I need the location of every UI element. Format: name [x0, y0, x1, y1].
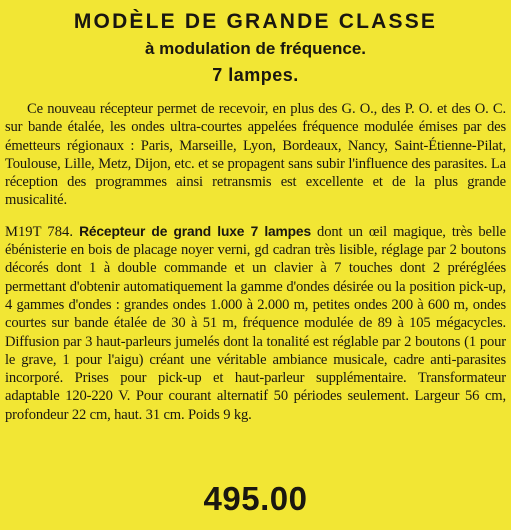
product-headline: Récepteur de grand luxe 7 lampes	[79, 223, 311, 239]
lamp-count: 7 lampes.	[212, 65, 299, 85]
intro-paragraph: Ce nouveau récepteur permet de recevoir, en plus des G. O., des P. O. et des O. C. sur bande étalée, les ondes ultra-courtes appelées fréquence modulée émises par des émetteurs régionaux : Paris, Marseille, Lyon, Bordeaux, Nancy, Saint-Étienne-Pilat, Toulouse, Lille, Metz, Dijon, etc. et se propagent sans subir l'influence des parasites. La réception des programmes ainsi retransmis est excellente et de la plus grande musicalité.	[5, 101, 506, 209]
page-subtitle: à modulation de fréquence.	[144, 39, 367, 58]
product-description	[5, 223, 506, 424]
page-title: MODÈLE DE GRANDE CLASSE	[73, 10, 438, 33]
product-reference: M19T 784.	[5, 223, 73, 240]
price: 495.00	[203, 480, 308, 517]
product-details: dont un œil magique, très belle ébénisterie en bois de placage noyer verni, gd cadran très lisible, réglage par 2 boutons décorés dont 1 à double commande et un clavier à 7 touches dont 2 préréglées permettant d'obtenir automatiquement la gamme d'ondes désirée ou la position pick-up, 4 gammes d'ondes : grandes ondes 1.000 à 2.000 m, petites ondes 200 à 600 m, ondes courtes sur bande étalée de 30 à 51 m, fréquence modulée de 89 à 105 mégacycles. Diffusion par 3 haut-parleurs jumelés dont la tonalité est réglable par 2 boutons (1 pour le grave, 1 pour l'aigu) créant une véritable ambiance musicale, cadre anti-parasites incorporé. Prises pour pick-up et haut-parleur supplémentaire. Transformateur adaptable 120-220 V. Pour courant alternatif 50 périodes seulement. Largeur 56 cm, profondeur 22 cm, haut. 31 cm. Poids 9 kg.	[5, 223, 506, 423]
